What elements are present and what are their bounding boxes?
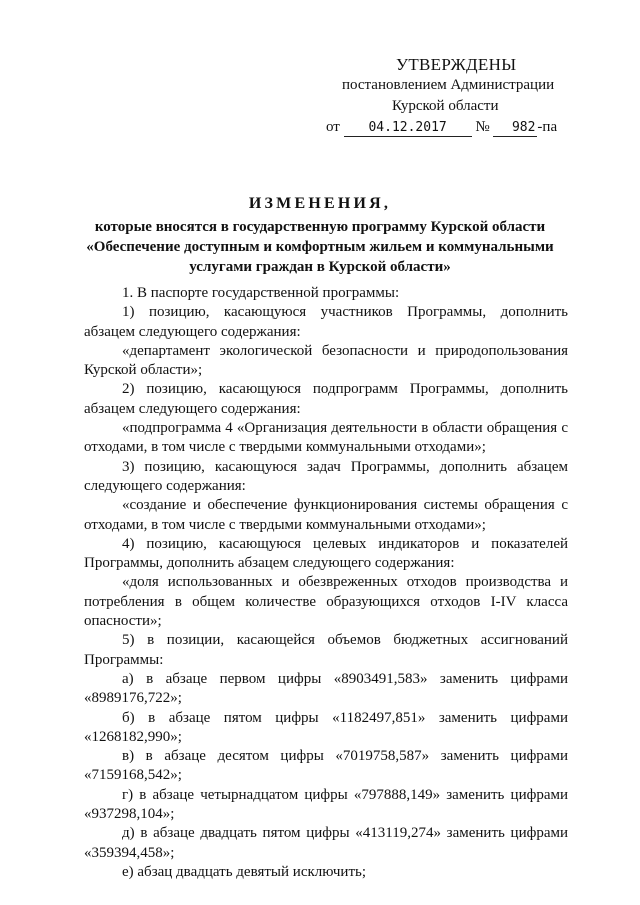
number-prefix: № — [475, 119, 490, 135]
heading-line-1: которые вносятся в государственную программу Курской области — [94, 219, 546, 235]
paragraph-5: «подпрограмма 4 «Организация деятельности в области обращения с отходами, в том числе с твердыми коммунальными отходами»; — [84, 420, 568, 456]
paragraph-9: «доля использованных и обезвреженных отходов производства и потребления в общем количестве образующихся отходов I-IV класса опасности»; — [84, 574, 568, 630]
paragraph-14: г) в абзаце четырнадцатом цифры «797888,149» заменить цифрами «937298,104»; — [84, 786, 568, 823]
paragraph-16: е) абзац двадцать девятый исключить; — [122, 863, 367, 880]
paragraph-1: 1. В паспорте государственной программы: — [122, 285, 400, 301]
paragraph-13: в) в абзаце десятом цифры «7019758,587» заменить цифрами «7159168,542»; — [84, 748, 568, 784]
paragraph-6: 3) позицию, касающуюся задач Программы, дополнить абзацем следующего содержания: — [84, 458, 568, 494]
document-body — [84, 284, 568, 882]
paragraph-10: 5) в позиции, касающейся объемов бюджетных ассигнований Программы: — [84, 632, 568, 668]
approval-date-number-line — [320, 117, 610, 138]
heading-subtitle — [40, 217, 600, 277]
paragraph-7: «создание и обеспечение функционирования системы обращения с отходами, в том числе с твердыми коммунальными отходами»; — [84, 497, 568, 533]
number-suffix: -па — [537, 119, 558, 135]
approval-title: УТВЕРЖДЕНЫ — [396, 55, 517, 74]
heading-line-2: «Обеспечение доступным и комфортным жильем и коммунальными — [86, 239, 554, 255]
from-prefix: от — [326, 119, 340, 135]
paragraph-11: а) в абзаце первом цифры «8903491,583» заменить цифрами «8989176,722»; — [84, 670, 568, 707]
approval-date: 04.12.2017 — [344, 120, 472, 137]
paragraph-8: 4) позицию, касающуюся целевых индикаторов и показателей Программы, дополнить абзацем следующего содержания: — [84, 535, 568, 572]
paragraph-4: 2) позицию, касающуюся подпрограмм Программы, дополнить абзацем следующего содержания: — [84, 381, 568, 417]
approval-number: 982 — [493, 120, 537, 137]
document-heading — [40, 193, 600, 277]
paragraph-12: б) в абзаце пятом цифры «1182497,851» заменить цифрами «1268182,990»; — [84, 709, 568, 745]
paragraph-2: 1) позицию, касающуюся участников Программы, дополнить абзацем следующего содержания: — [84, 304, 568, 340]
approval-block — [320, 54, 610, 138]
heading-title: ИЗМЕНЕНИЯ, — [248, 195, 392, 212]
approval-resolution-line: постановлением Администрации — [342, 77, 555, 93]
paragraph-15: д) в абзаце двадцать пятом цифры «413119,274» заменить цифрами «359394,458»; — [84, 825, 568, 861]
paragraph-3: «департамент экологической безопасности и природопользования Курской области»; — [84, 342, 568, 379]
heading-line-3: услугами граждан в Курской области» — [189, 259, 451, 275]
approval-region-line: Курской области — [392, 98, 499, 114]
